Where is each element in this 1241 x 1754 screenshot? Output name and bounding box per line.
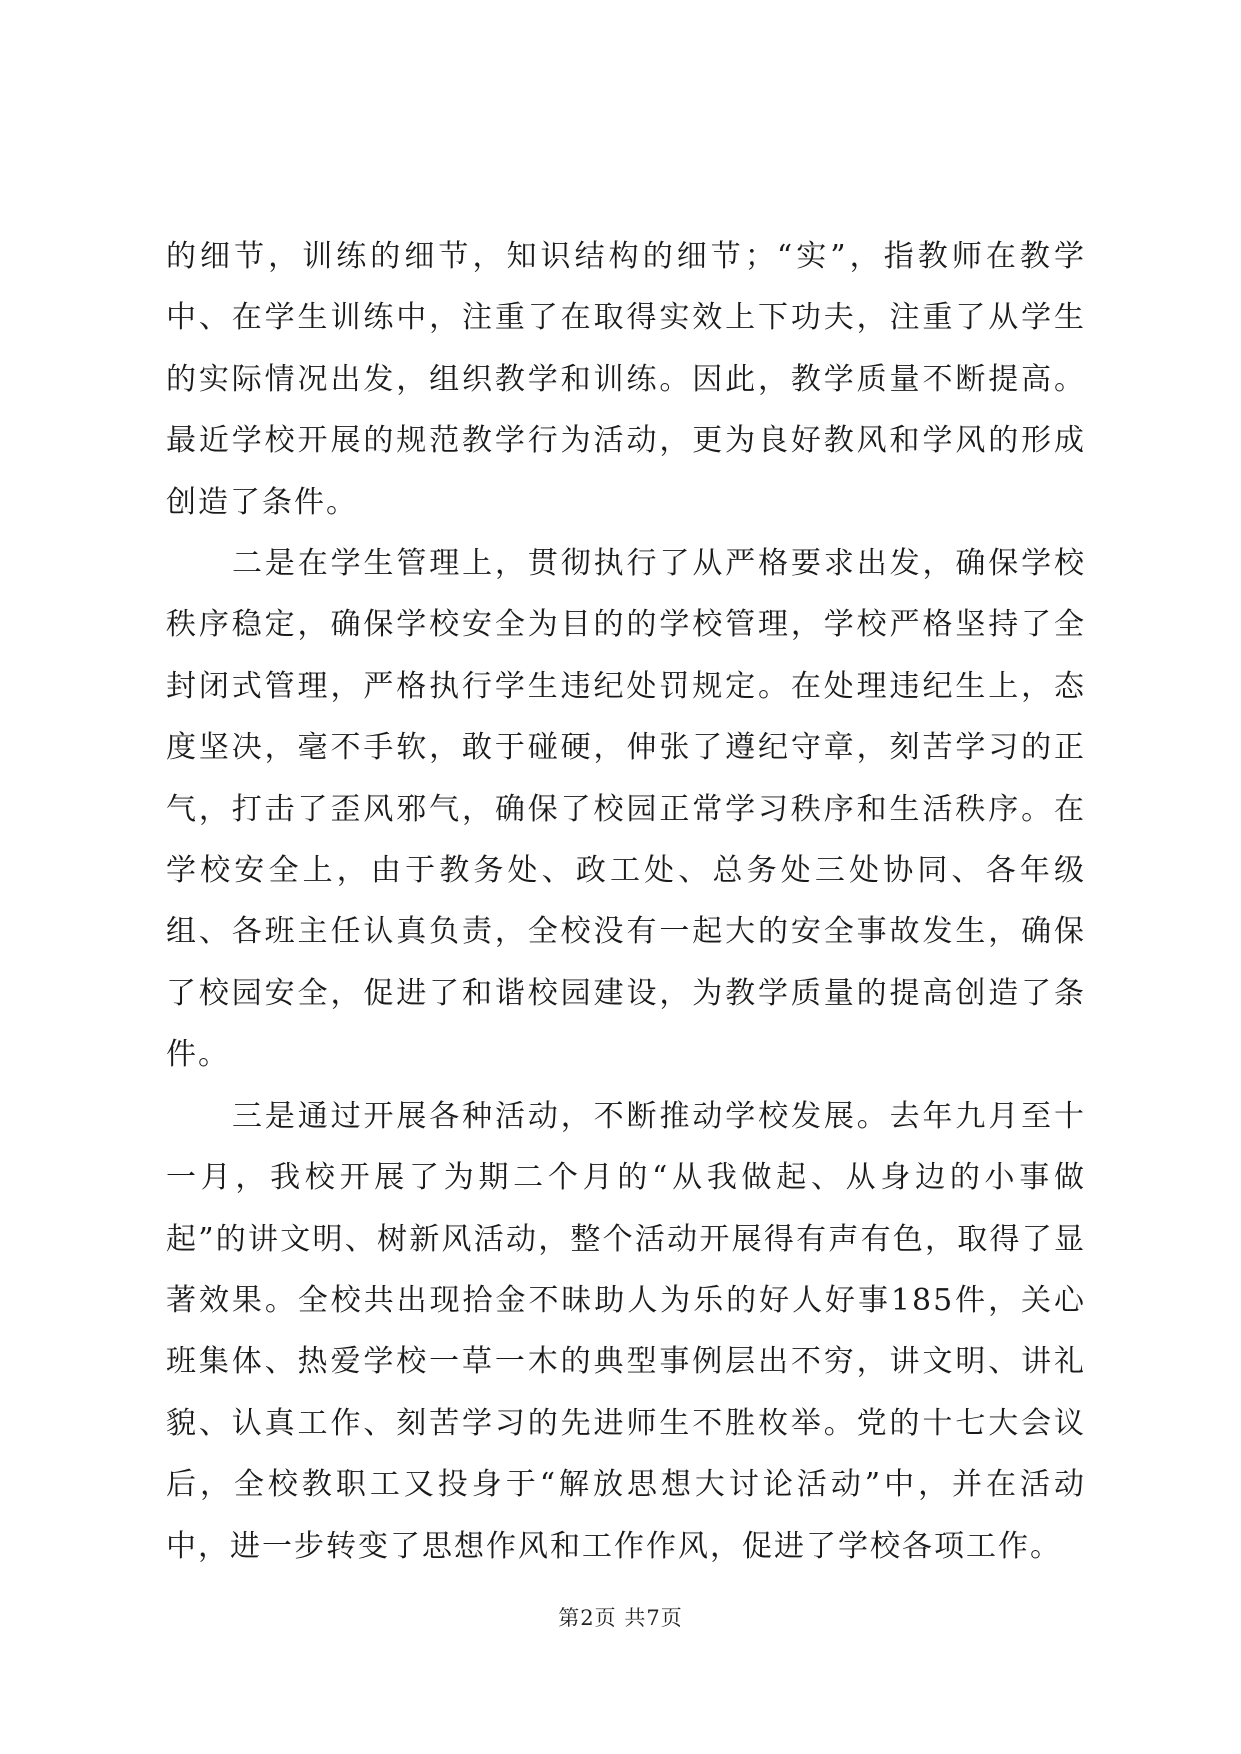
paragraph-1: 的细节，训练的细节，知识结构的细节；“实”，指教师在教学中、在学生训练中，注重了在取得实效上下功夫，注重了从学生的实际情况出发，组织教学和训练。因此，教学质量不断提高。最近学校开展的规范教学行为活动，更为良好教风和学风的形成创造了条件。 xyxy=(166,239,1086,520)
paragraph-2: 二是在学生管理上，贯彻执行了从严格要求出发，确保学校秩序稳定，确保学校安全为目的的学校管理，学校严格坚持了全封闭式管理，严格执行学生违纪处罚规定。在处理违纪生上，态度坚决，毫不手软，敢于碰硬，伸张了遵纪守章，刻苦学习的正气，打击了歪风邪气，确保了校园正常学习秩序和生活秩序。在学校安全上，由于教务处、政工处、总务处三处协同、各年级组、各班主任认真负责，全校没有一起大的安全事故发生，确保了校园安全，促进了和谐校园建设，为教学质量的提高创造了条件。 xyxy=(166,546,1086,1073)
paragraph-3: 三是通过开展各种活动，不断推动学校发展。去年九月至十一月，我校开展了为期二个月的“从我做起、从身边的小事做起”的讲文明、树新风活动，整个活动开展得有声有色，取得了显著效果。全校共出现拾金不昧助人为乐的好人好事185件，关心班集体、热爱学校一草一木的典型事例层出不穷，讲文明、讲礼貌、认真工作、刻苦学习的先进师生不胜枚举。党的十七大会议后，全校教职工又投身于“解放思想大讨论活动”中，并在活动中，进一步转变了思想作风和工作作风，促进了学校各项工作。 xyxy=(166,1098,1086,1564)
body-text xyxy=(166,226,1086,1577)
page-footer: 第2页 共7页 xyxy=(558,1606,683,1630)
